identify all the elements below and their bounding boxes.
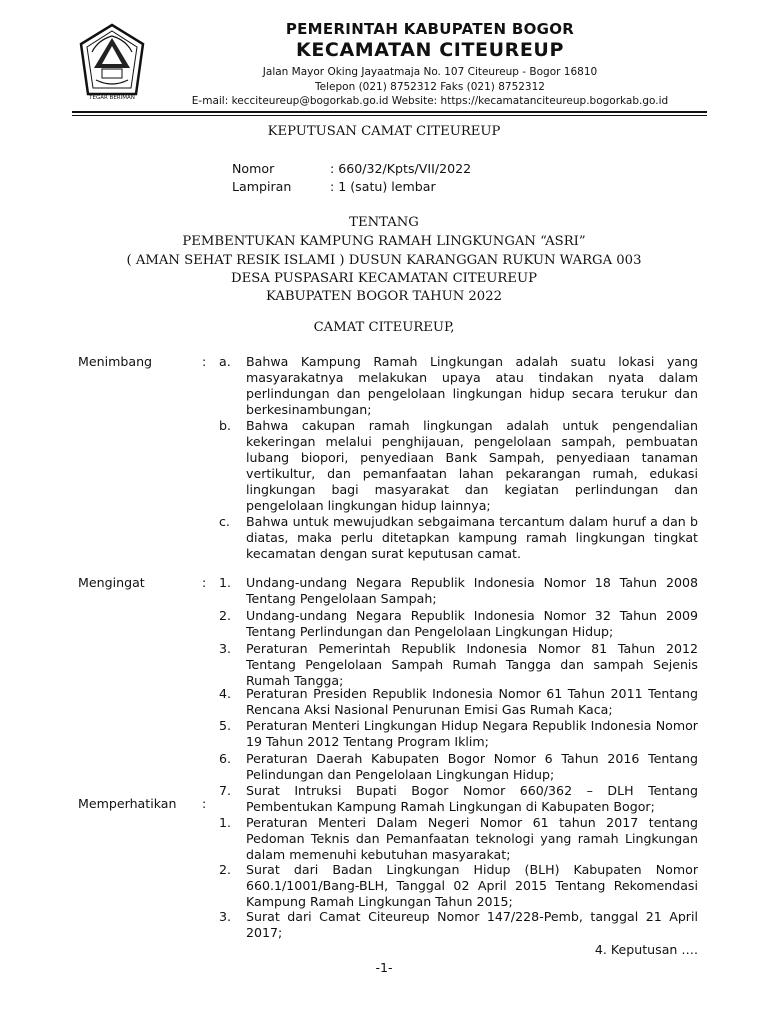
office-contact: E-mail: kecciteureup@bogorkab.go.id Website: https://kecamatanciteureup.bogorkab.go.id bbox=[191, 95, 669, 107]
memperhatikan-item-2: Surat dari Badan Lingkungan Hidup (BLH) Kabupaten Nomor 660.1/1001/Bang-BLH, Tanggal 02 April 2015 Tentang Rekomendasi Kampung Ramah Lingkungan Tahun 2015; bbox=[246, 862, 698, 909]
memperhatikan-item-1-marker: 1. bbox=[219, 815, 232, 830]
logo-motto: TEGAR BERIMAN bbox=[89, 95, 135, 101]
memperhatikan-item-2-marker: 2. bbox=[219, 862, 232, 877]
memperhatikan-colon: : bbox=[202, 796, 207, 811]
nomor-value: : 660/32/Kpts/VII/2022 bbox=[330, 161, 472, 176]
menimbang-label: Menimbang bbox=[78, 354, 153, 369]
mengingat-item-2: Undang-undang Negara Republik Indonesia Nomor 32 Tahun 2009 Tentang Perlindungan dan Pengelolaan Lingkungan Hidup; bbox=[246, 608, 698, 639]
mengingat-item-1-marker: 1. bbox=[219, 575, 232, 590]
letterhead-divider-thin bbox=[72, 115, 707, 116]
subject-line-1: PEMBENTUKAN KAMPUNG RAMAH LINGKUNGAN “ASRI” bbox=[182, 234, 586, 249]
mengingat-item-3: Peraturan Pemerintah Republik Indonesia Nomor 81 Tahun 2012 Tentang Pengelolaan Sampah Rumah Tangga dan sampah Sejenis Rumah Tangga; bbox=[246, 641, 698, 688]
district-name: KECAMATAN CITEUREUP bbox=[296, 39, 564, 61]
memperhatikan-item-3-marker: 3. bbox=[219, 909, 232, 924]
mengingat-item-1: Undang-undang Negara Republik Indonesia Nomor 18 Tahun 2008 Tentang Pengelolaan Sampah; bbox=[246, 575, 698, 606]
memperhatikan-item-3: Surat dari Camat Citeureup Nomor 147/228-Pemb, tanggal 21 April 2017; bbox=[246, 909, 698, 940]
menimbang-colon: : bbox=[202, 354, 207, 369]
office-address: Jalan Mayor Oking Jayaatmaja No. 107 Citeureup - Bogor 16810 bbox=[262, 66, 598, 78]
menimbang-item-c-marker: c. bbox=[219, 514, 230, 529]
subject-tentang: TENTANG bbox=[349, 215, 419, 230]
mengingat-item-7: Surat Intruksi Bupati Bogor Nomor 660/362 – DLH Tentang Pembentukan Kampung Ramah Lingkungan di Kabupaten Bogor; bbox=[246, 783, 698, 814]
mengingat-item-2-marker: 2. bbox=[219, 608, 232, 623]
mengingat-colon: : bbox=[202, 575, 207, 590]
subject-line-3: DESA PUSPASARI KECAMATAN CITEUREUP bbox=[231, 271, 537, 286]
mengingat-item-3-marker: 3. bbox=[219, 641, 232, 656]
kabupaten-bogor-emblem-icon bbox=[78, 22, 146, 102]
memperhatikan-label: Memperhatikan bbox=[78, 796, 177, 811]
subject-line-2: ( AMAN SEHAT RESIK ISLAMI ) DUSUN KARANGGAN RUKUN WARGA 003 bbox=[126, 253, 642, 268]
lampiran-label: Lampiran bbox=[232, 179, 292, 194]
lampiran-value: : 1 (satu) lembar bbox=[330, 179, 436, 194]
mengingat-item-6: Peraturan Daerah Kabupaten Bogor Nomor 6 Tahun 2016 Tentang Pelindungan dan Pengelolaan Lingkungan Hidup; bbox=[246, 751, 698, 782]
menimbang-item-b-marker: b. bbox=[219, 418, 231, 433]
document-title: KEPUTUSAN CAMAT CITEUREUP bbox=[267, 124, 501, 139]
memperhatikan-item-1: Peraturan Menteri Dalam Negeri Nomor 61 tahun 2017 tentang Pedoman Teknis dan Pemanfaatan teknologi yang ramah Lingkungan dalam memenuhi kebutuhan masyarakat; bbox=[246, 815, 698, 862]
mengingat-item-4-marker: 4. bbox=[219, 686, 232, 701]
mengingat-item-4: Peraturan Presiden Republik Indonesia Nomor 61 Tahun 2011 Tentang Rencana Aksi Nasional Penurunan Emisi Gas Rumah Kaca; bbox=[246, 686, 698, 717]
continuation-note: 4. Keputusan …. bbox=[594, 942, 698, 957]
page-number: -1- bbox=[375, 960, 393, 975]
mengingat-item-6-marker: 6. bbox=[219, 751, 232, 766]
camat-heading: CAMAT CITEUREUP, bbox=[313, 320, 455, 335]
mengingat-item-5: Peraturan Menteri Lingkungan Hidup Negara Republik Indonesia Nomor 19 Tahun 2012 Tentang Program Iklim; bbox=[246, 718, 698, 749]
subject-line-4: KABUPATEN BOGOR TAHUN 2022 bbox=[266, 289, 502, 304]
menimbang-item-b: Bahwa cakupan ramah lingkungan adalah untuk pengendalian kekeringan melalui penghijauan, pengelolaan sampah, pembuatan lubang biopori, penyediaan Bank Sampah, penyediaan tanaman vertikultur, dan pemanfaatan lahan pekarangan rumah, edukasi lingkungan bagi masyarakat dan kegiatan perlindungan dan pengelolaan lingkungan hidup lainnya; bbox=[246, 418, 698, 513]
office-phone: Telepon (021) 8752312 Faks (021) 8752312 bbox=[315, 81, 545, 93]
government-name: PEMERINTAH KABUPATEN BOGOR bbox=[285, 20, 575, 38]
menimbang-item-a-marker: a. bbox=[219, 354, 231, 369]
mengingat-item-7-marker: 7. bbox=[219, 783, 232, 798]
mengingat-label: Mengingat bbox=[78, 575, 145, 590]
mengingat-item-5-marker: 5. bbox=[219, 718, 232, 733]
nomor-label: Nomor bbox=[232, 161, 275, 176]
letterhead-divider-thick bbox=[72, 111, 707, 113]
menimbang-item-a: Bahwa Kampung Ramah Lingkungan adalah suatu lokasi yang masyarakatnya melakukan upaya atau tindakan nyata dalam perlindungan dan pengelolaan lingkungan hidup secara terukur dan berkesinambungan; bbox=[246, 354, 698, 417]
menimbang-item-c: Bahwa untuk mewujudkan sebgaimana tercantum dalam huruf a dan b diatas, maka perlu ditetapkan kampung ramah lingkungan tingkat kecamatan dengan surat keputusan camat. bbox=[246, 514, 698, 561]
